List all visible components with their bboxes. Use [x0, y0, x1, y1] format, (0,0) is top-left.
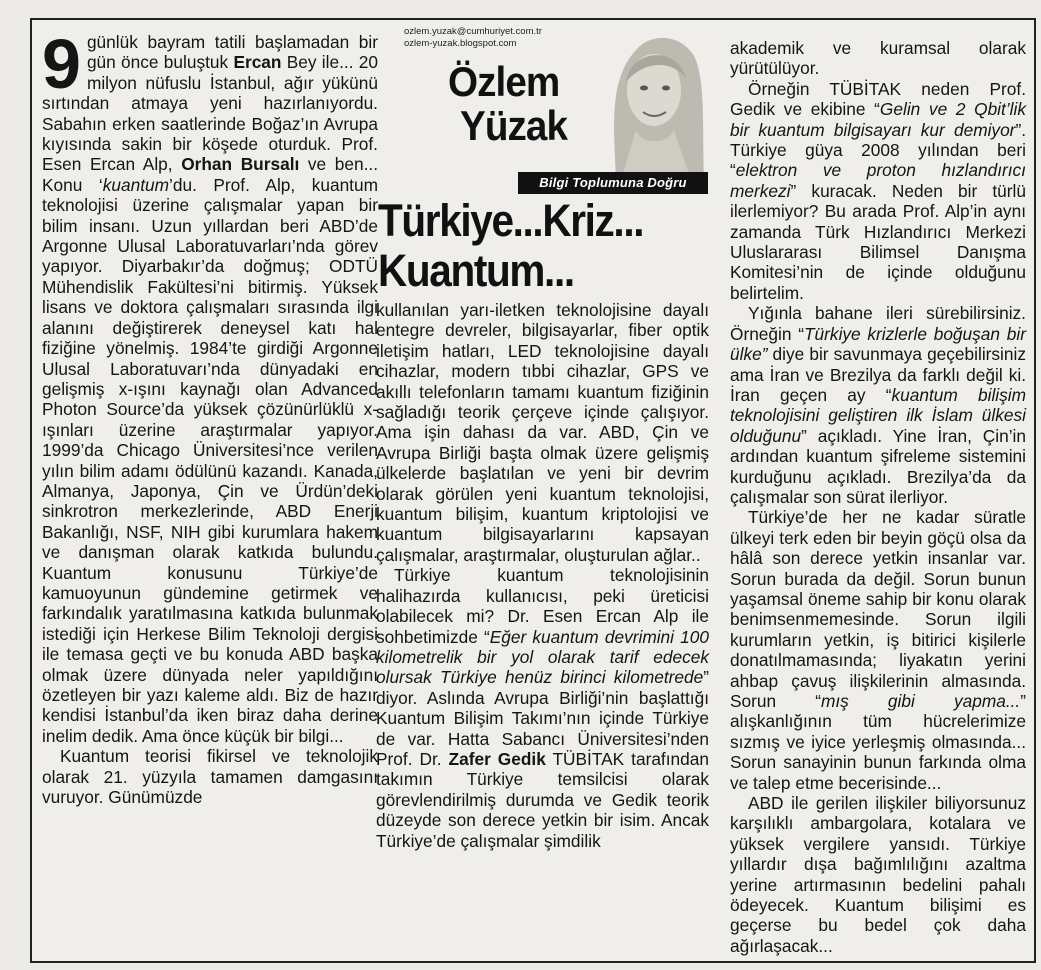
author-photo [596, 20, 706, 180]
contact-info [404, 26, 542, 50]
col3-p3: Yığınla bahane ileri sürebilirsiniz. Örneğin “Türkiye krizlerle boğuşan bir ülke” diye bir savunmaya geçebilirsiniz ama İran ve Brezilya da farklı değil ki. İran geçen ay “kuantum bilişim teknolojisini geliştiren ilk İslam ülkesi olduğunu” açıkladı. Yine İran, Çin’in ardından kuantum şifreleme sistemini kurduğunu açıkladı. Brezilya’da da çalışmalar son sürat ilerliyor. [730, 303, 1026, 507]
author-blog: ozlem-yuzak.blogspot.com [404, 38, 517, 49]
headline [378, 196, 675, 296]
col1-p2: Kuantum teorisi fikirsel ve teknolojik olarak 21. yüzyıla tamamen damgasını vuruyor. Günümüzde [42, 746, 378, 808]
column-1 [42, 20, 378, 807]
col1-p1: günlük bayram tatili başlamadan bir gün önce buluştuk Ercan Bey ile... 20 milyon nüfuslu İstanbul, ağır yükünü sırtından atmaya yeni hazırlanıyordu. Sabahın erken saatlerinde Boğaz’ın Avrupa kıyısında sakin bir köşede oturduk. Prof. Esen Ercan Alp, Orhan Bursalı ve ben... Konu ‘kuantum’du. Prof. Alp, kuantum teknolojisi üzerine çalışmalar yapan bir bilim insanı. Uzun yıllardan beri ABD’de Argonne Ulusal Laboratuvarları’nda görev yapıyor. Diyarbakır’da doğmuş; ODTÜ Mühendislik Fakültesi’ni bitirmiş. Yüksek lisans ve doktora çalışmaları sırasında ilgi alanını değiştirerek deneysel katı hal fiziğine yönelmiş. 1984’te girdiği Argonne Ulusal Laboratuvarı’nda dünyadaki en gelişmiş x-ışını kaynağı olan Advanced Photon Source’da yüksek çözünürlüklü x- ışınları üzerine araştırmalar yapıyor. 1999’da Chicago Üniversitesi’nce verilen yılın bilim adamı ödülünü kazandı. Kanada, Almanya, Japonya, Çin ve Ürdün’deki sinkrotron merkezlerinde, ABD Enerji Bakanlığı, NSF, NIH gibi kurumlara hakem ve danışman olarak katkıda bulundu. Kuantum konusunu Türkiye’de kamuoyunun gündemine getirmek ve farkındalık yaratılmasına katkıda bulunmak istediği için Herkese Bilim Teknoloji dergisi ile temasa geçti ve bu konuda ABD başka olmak üzere dünyada neler yapıldığını özetleyen bir yazı kaleme aldı. Biz de hazır kendisi İstanbul’da iken biraz daha derine inelim dedik. Ama önce küçük bir bilgi... [42, 32, 379, 746]
paragraph [42, 25, 379, 746]
column-2 [376, 300, 709, 851]
col3-p5: ABD ile gerilen ilişkiler biliyorsunuz karşılıklı ambargolara, kotalara ve yüksek vergilere yansıdı. Türkiye yıllardır dışa bağımlılığını azaltma yerine artırmasının bedelini pahalı ödeyecek. Kuantum bilişimi es geçerse bu bedel çok daha ağırlaşacak... [730, 793, 1026, 956]
headline-line-1: Türkiye...Kriz... [378, 195, 644, 246]
author-last-name: Yüzak [460, 102, 568, 149]
col3-p4: Türkiye’de her ne kadar süratle ülkeyi terk eden bir beyin göçü olsa da hâlâ son derece yetkin insanlar var. Sorun burada da değil. Sorun bunun yaşamsal öneme sahip bir konu olarak benimsenmemesinde. Sorun ilgili kurumların yetkin, iş bitirici kişilerle donatılmamasında; liyakatın yerini ahbap çavuş ilişkilerinin almasında. Sorun “mış gibi yapma...” alışkanlığının tüm hücrelerimize sızmış ve iyice yerleşmiş olmasında... Sorun sanayinin bunun farkında olma ve talep etme becerisinde... [730, 507, 1026, 793]
drop-cap: 9 [42, 25, 81, 103]
column-3 [730, 20, 1026, 956]
col2-p2: Türkiye kuantum teknolojisinin halihazırda kullanıcısı, peki üreticisi olabilecek mi? Dr. Esen Ercan Alp ile sohbetimizde “Eğer kuantum devrimini 100 kilometrelik bir yol olarak tarif edecek olursak Türkiye henüz birinci kilometrede” diyor. Aslında Avrupa Birliği’nin başlattığı Kuantum Bilişim Takımı’nın içinde Türkiye de var. Hatta Sabancı Üniversitesi’nden Prof. Dr. Zafer Gedik TÜBİTAK tarafından takımın Türkiye temsilcisi olarak görevlendirilmiş durumda ve Gedik teorik düzeyde son derece yetkin bir isim. Ancak Türkiye’de çalışmalar şimdilik [376, 565, 709, 851]
author-email: ozlem.yuzak@cumhuriyet.com.tr [404, 26, 542, 37]
column-header [378, 20, 708, 300]
headline-line-2: Kuantum... [378, 245, 574, 296]
column-tagline: Bilgi Toplumuna Doğru [518, 172, 708, 194]
author-first-name: Özlem [448, 58, 560, 105]
article-frame [30, 18, 1036, 963]
col2-p1: kullanılan yarı-iletken teknolojisine dayalı entegre devreler, bilgisayarlar, fiber optik iletişim hatları, LED teknolojisine dayalı cihazlar, modern tıbbi cihazlar, GPS ve akıllı telefonların tamamı kuantum fiziğinin sağladığı teorik çerçeve içinde çalışıyor. Ama işin dahası da var. ABD, Çin ve Avrupa Birliği başta olmak üzere gelişmiş ülkelerde başlatılan ve yeni bir devrim olarak görülen yeni kuantum teknolojisi, kuantum bilişim, kuantum kriptolojisi ve kuantum bilgisayarlarını kapsayan çalışmalar, araştırmalar, oluşturulan ağlar.. [376, 300, 709, 565]
col3-p2: Örneğin TÜBİTAK neden Prof. Gedik ve ekibine “Gelin ve 2 Qbit’lik bir kuantum bilgisayarı kur demiyor”. Türkiye güya 2008 yılından beri “elektron ve proton hızlandırıcı merkezi” kuracak. Neden bir türlü ilerlemiyor? Bu arada Prof. Alp’in aynı zamanda Türk Hızlandırıcı Merkezi Uluslararası Bilimsel Danışma Komitesi’nin de içinde olduğunu belirtelim. [730, 78, 1026, 303]
col3-p1: akademik ve kuramsal olarak yürütülüyor. [730, 38, 1026, 79]
